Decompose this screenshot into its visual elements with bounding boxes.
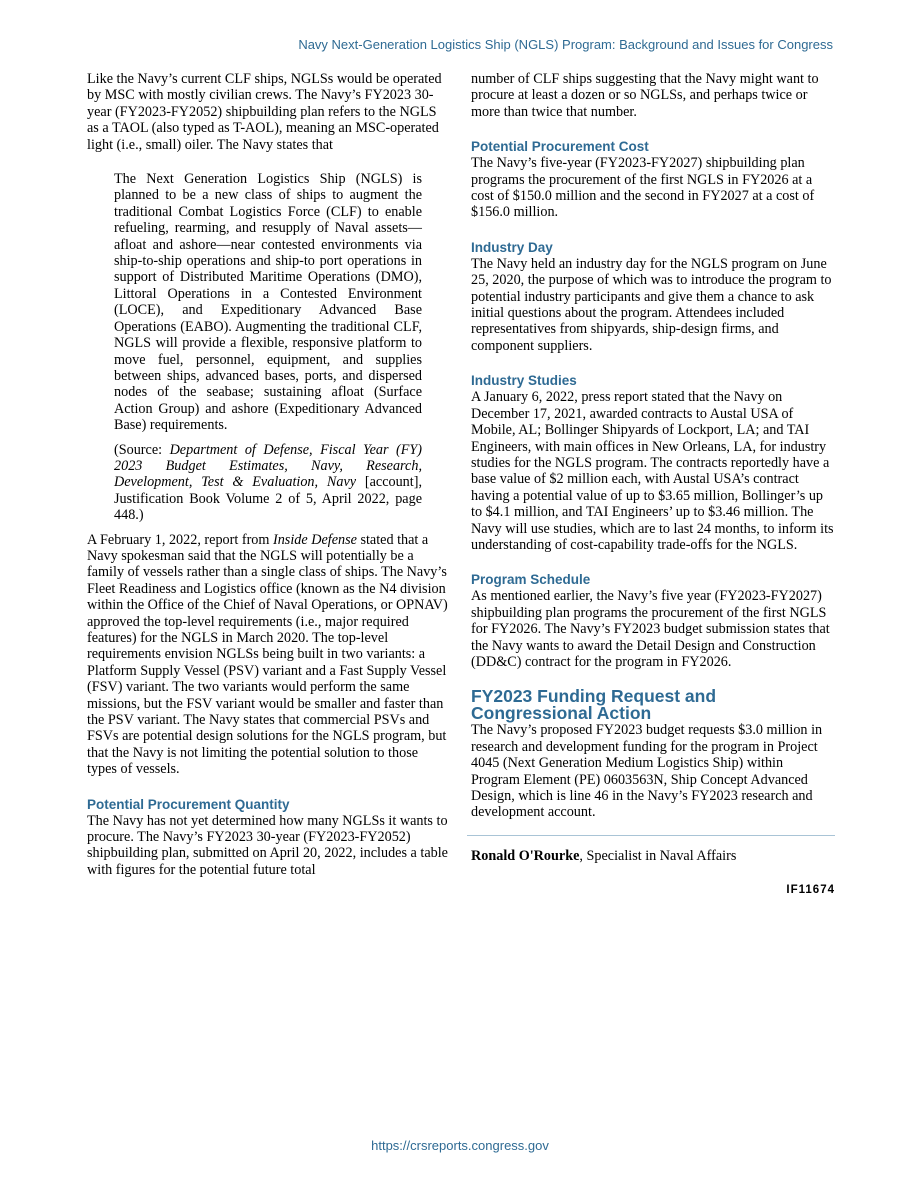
footer-url[interactable]: https://crsreports.congress.gov: [371, 1138, 549, 1153]
author-name: Ronald O'Rourke: [471, 847, 580, 864]
paragraph-procurement-cost: The Navy’s five-year (FY2023-FY2027) shipbuilding plan programs the procurement of the first NGLS in FY2026 at a cost of $150.0 million and the second in FY2027 at a cost of $156.0 million.: [471, 155, 815, 221]
paragraph-industry-day: The Navy held an industry day for the NGLS program on June 25, 2020, the purpose of which was to introduce the program to potential industry participants and give them a chance to ask initial questions about the program. Attendees included representatives from shipyards, ship-design firms, and component suppliers.: [471, 255, 832, 354]
divider: [467, 835, 835, 836]
right-column: [471, 71, 835, 899]
source-title: Department of Defense, Fiscal Year (FY) 2023 Budget Estimates, Navy, Research, Development, Test & Evaluation, Navy: [114, 441, 422, 491]
heading-industry-studies: Industry Studies: [471, 373, 577, 389]
quote-text: The Next Generation Logistics Ship (NGLS) is planned to be a new class of ships to augment the traditional Combat Logistics Force (CLF) to enable refueling, rearming, and resupply of Naval assets—afloat and ashore—near contested environments via ship-to-ship operations and ship-to port operations in support of Distributed Maritime Operations (DMO), Littoral Operations in a Contested Environment (LOCE), and Expeditionary Advanced Base Operations (EABO). Augmenting the traditional CLF, NGLS will provide a flexible, responsive platform to move fuel, personnel, equipment, and supplies between ships, advanced bases, ports, and dispersed nodes of the seabase; sustaining afloat (Surface Action Group) and ashore (Expeditionary Advanced Base) requirements.: [114, 171, 422, 434]
publication-name: Inside Defense: [272, 531, 357, 548]
paragraph-quantity-continued: number of CLF ships suggesting that the Navy might want to procure at least a dozen or so NGLSs, and perhaps twice or more than twice that number.: [471, 71, 819, 120]
paragraph-clf: Like the Navy’s current CLF ships, NGLSs would be operated by MSC with mostly civilian crews. The Navy’s FY2023 30-year (FY2023-FY2052) shipbuilding plan refers to the NGLS as a TAOL (also typed as T-AOL), meaning an MSC-operated light (i.e., small) oiler. The Navy states that: [87, 71, 442, 153]
heading-procurement-quantity: Potential Procurement Quantity: [87, 796, 290, 812]
left-column: [87, 71, 449, 878]
block-quote: [114, 171, 422, 524]
paragraph-program-schedule: As mentioned earlier, the Navy’s five year (FY2023-FY2027) shipbuilding plan programs the procurement of the first NGLS for FY2026. The Navy’s FY2023 budget submission states that the Navy wants to award the Detail Design and Construction (DD&C) contract for the program in FY2026.: [471, 588, 830, 670]
paragraph-procurement-quantity: The Navy has not yet determined how many NGLSs it wants to procure. The Navy’s FY2023 30-year (FY2023-FY2052) shipbuilding plan, submitted on April 20, 2022, includes a table with figures for the potential future total: [87, 812, 448, 878]
paragraph-funding-request: The Navy’s proposed FY2023 budget requests $3.0 million in research and development funding for the program in Project 4045 (Next Generation Medium Logistics Ship) within Program Element (PE) 0603563N, Ship Concept Advanced Design, which is line 46 in the Navy’s FY2023 research and development account.: [471, 722, 823, 821]
heading-program-schedule: Program Schedule: [471, 572, 591, 588]
heading-procurement-cost: Potential Procurement Cost: [471, 139, 649, 155]
paragraph-industry-studies: A January 6, 2022, press report stated that the Navy on December 17, 2021, awarded contracts to Austal USA of Mobile, AL; Bollinger Shipyards of Lockport, LA; and TAI Engineers, with main offices in New Orleans, LA, for industry studies for the NGLS program. The contracts reportedly have a base value of $2 million each, with Austal USA’s contract having a potential value of up to $3.65 million, Bollinger’s up to $4.1 million, and TAI Engineers’ up to $3.46 million. The Navy will use studies, which are to last 24 months, to inform its understanding of cost-capability trade-offs for the NGLS.: [471, 389, 834, 553]
heading-industry-day: Industry Day: [471, 239, 553, 255]
paragraph-inside-defense: A February 1, 2022, report from Inside Defense stated that a Navy spokesman said that the NGLS will potentially be a family of vessels rather than a single class of ships. The Navy’s Fleet Readiness and Logistics office (known as the N4 division within the Office of the Chief of Naval Operations, or OPNAV) approved the top-level requirements (i.e., major required features) for the NGLS in March 2020. The top-level requirements envision NGLSs being built in two variants: a Platform Supply Vessel (PSV) variant and a Fast Supply Vessel (FSV) variant. The two variants would perform the same missions, but the FSV variant would be smaller and faster than the PSV variant. The Navy states that commercial PSVs and FSVs are potential design solutions for the NGLS program, but that the Navy is not limiting the potential solution to those types of vessels.: [87, 531, 448, 778]
running-header: Navy Next-Generation Logistics Ship (NGLS) Program: Background and Issues for Congress: [298, 37, 833, 52]
heading-funding-request: FY2023 Funding Request and Congressional Action: [471, 686, 717, 724]
author-title: , Specialist in Naval Affairs: [579, 847, 737, 864]
quote-source: (Source: Department of Defense, Fiscal Year (FY) 2023 Budget Estimates, Navy, Research, Development, Test & Evaluation, Navy [account], Justification Book Volume 2 of 5, April 2022, page 448.): [114, 441, 422, 524]
report-code: IF11674: [786, 884, 835, 897]
author-line: [471, 848, 835, 864]
